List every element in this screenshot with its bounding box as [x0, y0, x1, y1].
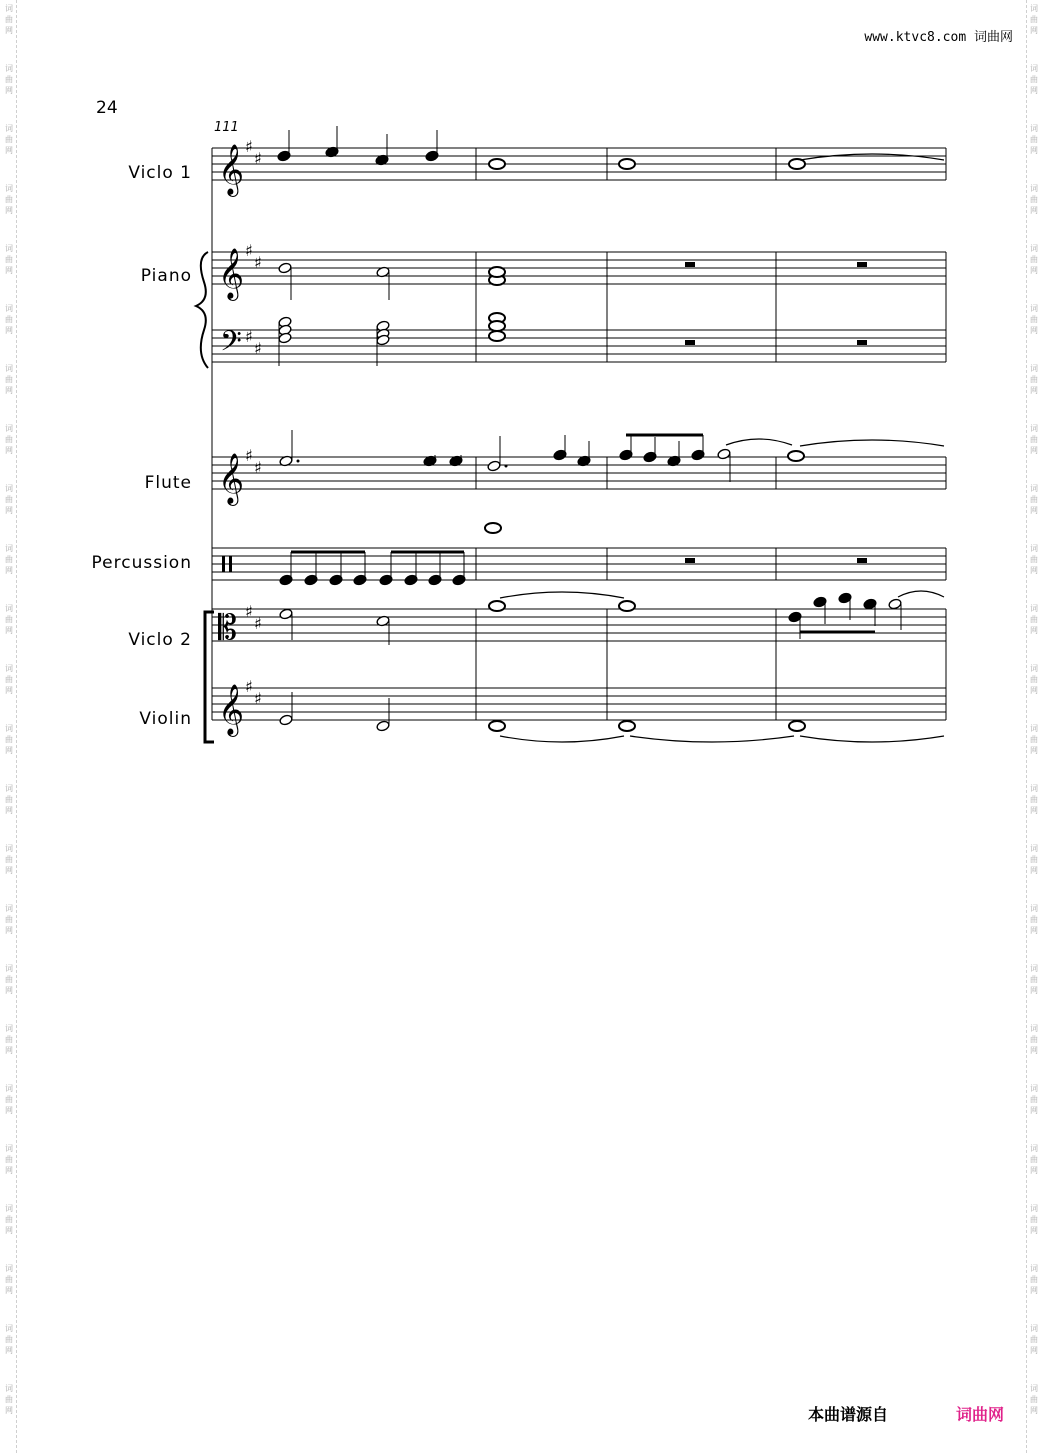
watermark-glyph: 词 [1030, 244, 1038, 253]
dot [297, 460, 300, 463]
watermark-glyph: 网 [5, 1046, 13, 1055]
watermark-glyph: 网 [1030, 206, 1038, 215]
watermark-glyph: 曲 [5, 495, 13, 504]
watermark-glyph: 网 [5, 1106, 13, 1115]
watermark-glyph: 词 [1030, 4, 1038, 13]
watermark-glyph: 词 [5, 1024, 13, 1033]
whole-note [619, 159, 635, 169]
watermark-glyph: 网 [5, 26, 13, 35]
watermark-glyph: 曲 [1030, 135, 1038, 144]
watermark-glyph: 曲 [1030, 675, 1038, 684]
watermark-glyph: 词 [5, 484, 13, 493]
whole-rest [685, 340, 695, 345]
whole-note [789, 159, 805, 169]
watermark-glyph: 网 [5, 866, 13, 875]
watermark-glyph: 网 [1030, 746, 1038, 755]
watermark-glyph: 词 [1030, 364, 1038, 373]
watermark-glyph: 网 [5, 626, 13, 635]
watermark-glyph: 曲 [5, 555, 13, 564]
watermark-glyph: 词 [1030, 1204, 1038, 1213]
watermark-glyph: 网 [5, 746, 13, 755]
watermark-glyph: 词 [1030, 724, 1038, 733]
watermark-glyph: 网 [1030, 806, 1038, 815]
whole-note [489, 159, 505, 169]
watermark-glyph: 曲 [5, 1215, 13, 1224]
sharp-sign: ♯ [245, 446, 253, 465]
watermark-glyph: 词 [1030, 784, 1038, 793]
staff-lines [212, 148, 946, 720]
percussion-clef [222, 556, 225, 572]
watermark-glyph: 词 [1030, 184, 1038, 193]
whole-note [619, 721, 635, 731]
sharp-sign: ♯ [254, 458, 262, 477]
watermark-glyph: 曲 [1030, 555, 1038, 564]
watermark-glyph: 网 [1030, 986, 1038, 995]
watermark-glyph: 词 [5, 724, 13, 733]
watermark-glyph: 词 [1030, 124, 1038, 133]
watermark-glyph: 词 [1030, 664, 1038, 673]
piano-brace [196, 252, 208, 368]
alto-clef: 𝄡 [218, 608, 237, 648]
watermark-glyph: 网 [1030, 1286, 1038, 1295]
watermark-glyph: 曲 [5, 855, 13, 864]
sharp-sign: ♯ [245, 677, 253, 696]
whole-note [489, 331, 505, 341]
label-viclo-1: Viclo 1 [128, 163, 192, 183]
watermark-glyph: 曲 [5, 675, 13, 684]
watermark-glyph: 词 [1030, 1324, 1038, 1333]
label-piano: Piano [140, 266, 192, 286]
label-viclo-2: Viclo 2 [128, 630, 192, 650]
watermark-glyph: 曲 [1030, 1095, 1038, 1104]
watermark-glyph: 曲 [1030, 615, 1038, 624]
watermark-glyph: 网 [5, 506, 13, 515]
tie [898, 591, 944, 597]
watermark-glyph: 词 [5, 904, 13, 913]
watermark-glyph: 词 [1030, 424, 1038, 433]
watermark-glyph: 曲 [5, 1155, 13, 1164]
label-violin: Violin [139, 709, 192, 729]
watermark-glyph: 曲 [1030, 855, 1038, 864]
watermark-glyph: 曲 [1030, 975, 1038, 984]
note-head [487, 460, 501, 472]
watermark-glyph: 曲 [1030, 75, 1038, 84]
sharp-sign: ♯ [245, 241, 253, 260]
watermark-glyph: 词 [5, 664, 13, 673]
watermark-glyph: 曲 [1030, 495, 1038, 504]
watermark-glyph: 网 [1030, 626, 1038, 635]
sharp-sign: ♯ [245, 137, 253, 156]
watermark-glyph: 曲 [5, 735, 13, 744]
watermark-glyph: 曲 [5, 975, 13, 984]
watermark-glyph: 曲 [1030, 255, 1038, 264]
watermark-glyph: 曲 [1030, 435, 1038, 444]
treble-clef: 𝄞 [218, 248, 245, 299]
strings-bracket [205, 612, 214, 742]
watermark-glyph: 词 [1030, 1084, 1038, 1093]
sharp-sign: ♯ [245, 327, 253, 346]
dot [505, 465, 508, 468]
watermark-glyph: 词 [5, 64, 13, 73]
watermark-glyph: 词 [5, 1204, 13, 1213]
watermark-glyph: 词 [5, 1084, 13, 1093]
sharp-sign: ♯ [254, 614, 262, 633]
bar-lines [212, 148, 946, 720]
watermark-glyph: 词 [5, 4, 13, 13]
watermark-glyph: 曲 [1030, 195, 1038, 204]
watermark-glyph: 曲 [1030, 315, 1038, 324]
watermark-glyph: 曲 [5, 1335, 13, 1344]
watermark-glyph: 曲 [1030, 1275, 1038, 1284]
watermark-glyph: 网 [1030, 566, 1038, 575]
tie [726, 439, 792, 445]
watermark-glyph: 曲 [1030, 15, 1038, 24]
sharp-sign: ♯ [254, 689, 262, 708]
whole-note [789, 721, 805, 731]
watermark-glyph: 曲 [5, 195, 13, 204]
watermark-glyph: 网 [5, 806, 13, 815]
watermark-glyph: 词 [5, 304, 13, 313]
site-brand: 词曲网 [973, 30, 1013, 45]
note-head [888, 598, 902, 610]
whole-rest [857, 340, 867, 345]
watermark-glyph: 网 [5, 1346, 13, 1355]
whole-rest [857, 262, 867, 267]
watermark-glyph: 词 [1030, 964, 1038, 973]
treble-clef: 𝄞 [218, 144, 245, 195]
label-percussion: Percussion [91, 553, 192, 573]
watermark-glyph: 网 [1030, 686, 1038, 695]
note-head [376, 720, 390, 732]
watermark-glyph: 网 [1030, 26, 1038, 35]
whole-rest [685, 558, 695, 563]
watermark-glyph: 网 [1030, 326, 1038, 335]
note-head [279, 608, 293, 620]
watermark-glyph: 网 [5, 986, 13, 995]
watermark-glyph: 词 [5, 1384, 13, 1393]
watermark-glyph: 词 [1030, 304, 1038, 313]
watermark-glyph: 词 [5, 544, 13, 553]
whole-note [788, 451, 804, 461]
watermark-glyph: 网 [5, 146, 13, 155]
note-head [279, 714, 293, 726]
watermark-glyph: 曲 [1030, 915, 1038, 924]
watermark-glyph: 曲 [5, 1395, 13, 1404]
watermark-glyph: 词 [1030, 844, 1038, 853]
watermark-glyph: 曲 [1030, 795, 1038, 804]
watermark-glyph: 网 [5, 1166, 13, 1175]
watermark-glyph: 词 [5, 784, 13, 793]
watermark-glyph: 网 [5, 686, 13, 695]
whole-note [489, 267, 505, 277]
watermark-glyph: 网 [1030, 446, 1038, 455]
watermark-glyph: 曲 [5, 915, 13, 924]
sharp-sign: ♯ [254, 339, 262, 358]
treble-clef: 𝄞 [218, 684, 245, 735]
watermark-glyph: 网 [1030, 1046, 1038, 1055]
watermark-glyph: 词 [5, 124, 13, 133]
watermark-glyph: 网 [5, 86, 13, 95]
label-flute: Flute [144, 473, 192, 493]
watermark-glyph: 曲 [5, 615, 13, 624]
tie [500, 592, 624, 598]
tie [630, 736, 794, 742]
watermark-glyph: 词 [5, 244, 13, 253]
watermark-glyph: 网 [1030, 506, 1038, 515]
watermark-glyph: 曲 [1030, 375, 1038, 384]
watermark-glyph: 词 [1030, 64, 1038, 73]
page-number: 24 [96, 98, 118, 118]
watermark-glyph: 网 [1030, 926, 1038, 935]
watermark-glyph: 曲 [5, 315, 13, 324]
watermark-glyph: 网 [1030, 1346, 1038, 1355]
sharp-sign: ♯ [245, 602, 253, 621]
watermark-glyph: 曲 [5, 375, 13, 384]
watermark-glyph: 词 [5, 1264, 13, 1273]
watermark-glyph: 网 [5, 1286, 13, 1295]
watermark-glyph: 网 [5, 326, 13, 335]
tie [800, 736, 944, 742]
watermark-glyph: 词 [1030, 544, 1038, 553]
whole-rest [857, 558, 867, 563]
watermark-glyph: 网 [1030, 1166, 1038, 1175]
watermark-glyph: 曲 [5, 435, 13, 444]
whole-note [489, 721, 505, 731]
watermark-glyph: 词 [1030, 904, 1038, 913]
watermark-glyph: 词 [1030, 1024, 1038, 1033]
watermark-glyph: 网 [5, 386, 13, 395]
watermark-glyph: 网 [5, 1226, 13, 1235]
measure-number: 111 [214, 120, 239, 135]
watermark-glyph: 曲 [1030, 1395, 1038, 1404]
watermark-glyph: 曲 [5, 1035, 13, 1044]
bass-clef: 𝄢 [220, 325, 242, 365]
watermark-glyph: 词 [5, 964, 13, 973]
footer-source: 本曲谱源自 [808, 1405, 889, 1424]
footer-brand[interactable]: 词曲网 [956, 1405, 1005, 1424]
watermark-glyph: 网 [5, 1406, 13, 1415]
watermark-glyph: 曲 [5, 255, 13, 264]
watermark-glyph: 曲 [1030, 1335, 1038, 1344]
watermark-glyph: 词 [5, 184, 13, 193]
whole-rest [685, 262, 695, 267]
watermark-glyph: 网 [1030, 386, 1038, 395]
tie [500, 736, 624, 742]
percussion-clef [229, 556, 232, 572]
watermark-glyph: 曲 [1030, 1215, 1038, 1224]
watermark-glyph: 网 [5, 926, 13, 935]
watermark-glyph: 曲 [1030, 1035, 1038, 1044]
tie [800, 440, 944, 446]
watermark-glyph: 曲 [5, 135, 13, 144]
watermark-glyph: 网 [5, 206, 13, 215]
whole-note [489, 601, 505, 611]
watermark-glyph: 词 [5, 1324, 13, 1333]
watermark-glyph: 网 [1030, 866, 1038, 875]
notes [277, 126, 944, 742]
whole-note [489, 321, 505, 331]
watermark-glyph: 词 [5, 604, 13, 613]
watermark-glyph: 网 [1030, 1406, 1038, 1415]
note-head [278, 262, 292, 274]
whole-note [485, 523, 501, 533]
watermark-glyph: 词 [5, 424, 13, 433]
note-head [717, 448, 731, 460]
watermark-glyph: 词 [5, 364, 13, 373]
watermark-glyph: 网 [1030, 86, 1038, 95]
watermark-glyph: 词 [5, 1144, 13, 1153]
watermark-glyph: 词 [5, 844, 13, 853]
watermark-glyph: 网 [1030, 266, 1038, 275]
watermark-glyph: 曲 [5, 1095, 13, 1104]
treble-clef: 𝄞 [218, 453, 245, 504]
watermark-glyph: 曲 [5, 75, 13, 84]
site-url[interactable]: www.ktvc8.com [864, 30, 967, 45]
watermark-glyph: 网 [5, 446, 13, 455]
watermark-glyph: 曲 [5, 1275, 13, 1284]
staff-brackets [196, 252, 214, 742]
whole-note [619, 601, 635, 611]
tie [800, 154, 944, 160]
watermark-glyph: 网 [5, 266, 13, 275]
sharp-sign: ♯ [254, 253, 262, 272]
watermark-glyph: 词 [1030, 1264, 1038, 1273]
watermark-glyph: 曲 [1030, 735, 1038, 744]
watermark-glyph: 曲 [5, 795, 13, 804]
watermark-glyph: 词 [1030, 484, 1038, 493]
watermark-glyph: 网 [1030, 1226, 1038, 1235]
watermark-glyph: 曲 [1030, 1155, 1038, 1164]
watermark-glyph: 网 [1030, 1106, 1038, 1115]
watermark-glyph: 词 [1030, 1384, 1038, 1393]
watermark-glyph: 网 [1030, 146, 1038, 155]
watermark-glyph: 词 [1030, 1144, 1038, 1153]
sharp-sign: ♯ [254, 149, 262, 168]
watermark-glyph: 曲 [5, 15, 13, 24]
watermark-glyph: 网 [5, 566, 13, 575]
clefs [218, 137, 262, 737]
watermark-glyph: 词 [1030, 604, 1038, 613]
